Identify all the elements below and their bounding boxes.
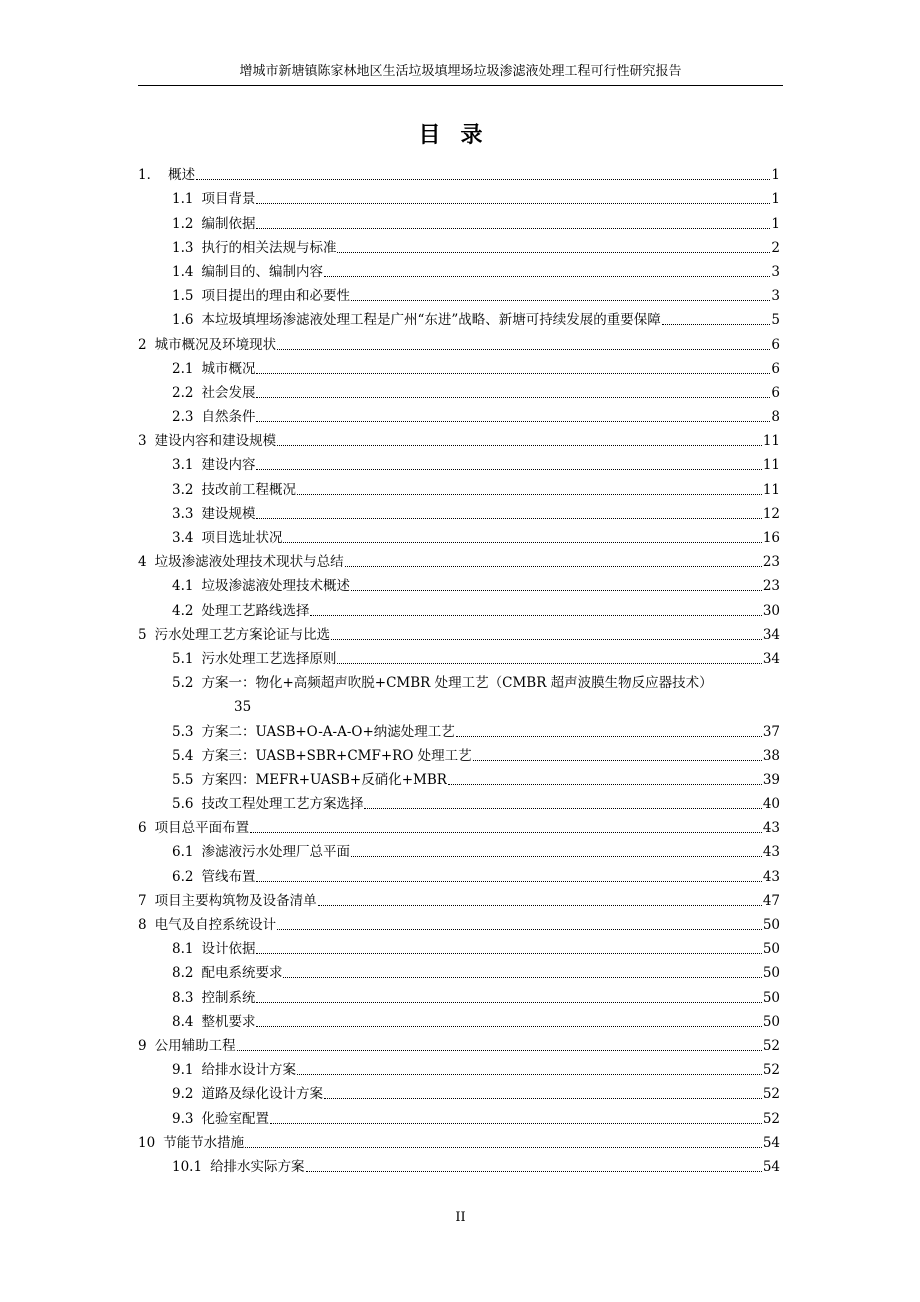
toc-entry[interactable] [138, 160, 780, 184]
toc-entry-number: 1.1 [172, 191, 194, 208]
toc-leader-dots [256, 953, 761, 954]
toc-entry[interactable] [138, 765, 780, 789]
toc-entry[interactable] [138, 523, 780, 547]
toc-entry[interactable] [138, 595, 780, 619]
toc-entry-label: 电气及自控系统设计 [154, 917, 277, 933]
toc-leader-dots [331, 639, 762, 640]
toc-entry-number: 6.2 [172, 868, 194, 885]
toc-entry-label: 污水处理工艺选择原则 [201, 650, 337, 667]
toc-entry[interactable] [138, 402, 780, 426]
toc-entry-page: 37 [762, 723, 780, 740]
toc-entry-page: 52 [762, 1037, 780, 1054]
toc-entry[interactable] [138, 281, 780, 305]
toc-entry-number: 5.1 [172, 650, 194, 667]
toc-entry[interactable] [138, 644, 780, 668]
table-of-contents [138, 160, 780, 1176]
toc-leader-dots [256, 203, 770, 204]
header-rule [138, 85, 783, 86]
toc-entry-page: 2 [771, 239, 780, 256]
toc-entry-page: 50 [762, 917, 780, 933]
toc-entry[interactable] [138, 837, 780, 861]
toc-leader-dots [250, 832, 762, 833]
toc-entry-number: 4.1 [172, 578, 194, 595]
toc-entry[interactable] [138, 789, 780, 813]
page-title: 目录 [418, 122, 503, 148]
toc-entry-page: 54 [762, 1158, 780, 1175]
toc-entry-page: 3 [771, 288, 780, 305]
toc-entry-page: 47 [762, 892, 780, 909]
toc-entry-number: 8.1 [172, 941, 194, 958]
toc-entry-page: 3 [771, 263, 780, 280]
toc-entry-number: 9.1 [172, 1062, 194, 1079]
toc-leader-dots [324, 1098, 762, 1099]
toc-entry[interactable] [138, 257, 780, 281]
toc-entry-page: 11 [762, 457, 780, 474]
toc-entry-number: 9 [138, 1037, 147, 1054]
toc-leader-dots [351, 590, 762, 591]
toc-entry-page: 30 [762, 602, 780, 619]
toc-entry-number: 2 [138, 336, 147, 353]
toc-entry[interactable] [138, 886, 780, 910]
toc-leader-dots [351, 856, 762, 857]
toc-entry-label: 方案一：物化+高频超声吹脱+CMBR 处理工艺（CMBR 超声波膜生物反应器技术） [201, 675, 713, 692]
toc-entry-number: 2.3 [172, 409, 194, 426]
toc-leader-dots [196, 179, 770, 180]
toc-entry-number: 3 [138, 433, 147, 450]
toc-entry-label: 城市概况 [201, 360, 256, 377]
toc-entry-number: 3.2 [172, 481, 194, 498]
toc-entry-continuation [138, 692, 780, 716]
toc-entry[interactable] [138, 354, 780, 378]
toc-leader-dots [256, 1026, 761, 1027]
toc-entry-label: 垃圾渗滤液处理技术现状与总结 [154, 554, 344, 571]
toc-entry[interactable] [138, 233, 780, 257]
toc-entry-page: 50 [762, 1013, 780, 1030]
toc-entry-label: 建设内容 [201, 457, 256, 474]
toc-entry[interactable] [138, 668, 780, 692]
toc-entry-page: 43 [762, 844, 780, 861]
toc-entry[interactable] [138, 1055, 780, 1079]
toc-leader-dots [256, 228, 770, 229]
toc-entry-label: 执行的相关法规与标准 [201, 239, 337, 256]
toc-leader-dots [448, 784, 762, 785]
toc-entry-number: 5.6 [172, 796, 194, 813]
toc-entry[interactable] [138, 620, 780, 644]
toc-entry-page: 38 [762, 747, 780, 764]
toc-entry-number: 5.2 [172, 675, 194, 692]
toc-entry-label: 给排水设计方案 [201, 1062, 296, 1079]
toc-leader-dots [337, 252, 770, 253]
toc-entry-page: 16 [762, 530, 780, 546]
toc-leader-dots [345, 566, 762, 567]
toc-leader-dots [283, 542, 761, 543]
toc-entry[interactable] [138, 1128, 780, 1152]
toc-entry[interactable] [138, 450, 780, 474]
toc-entry-label: 渗滤液污水处理厂总平面 [201, 844, 350, 861]
toc-entry[interactable] [138, 813, 780, 837]
toc-entry[interactable] [138, 861, 780, 885]
toc-entry-page: 50 [762, 989, 780, 1006]
toc-entry-label: 编制依据 [201, 215, 256, 232]
toc-entry-number: 8.2 [172, 965, 194, 982]
toc-entry-number: 8.3 [172, 989, 194, 1006]
toc-entry-label: 方案三：UASB+SBR+CMF+RO 处理工艺 [201, 747, 472, 764]
toc-entry-label: 本垃圾填埋场渗滤液处理工程是广州“东进”战略、新塘可持续发展的重要保障 [201, 312, 661, 329]
toc-entry-page: 23 [762, 578, 780, 595]
toc-entry-label: 管线布置 [201, 868, 256, 885]
toc-entry-page: 43 [762, 868, 780, 885]
toc-entry-page: 52 [762, 1062, 780, 1079]
toc-leader-dots [456, 736, 762, 737]
toc-leader-dots [337, 663, 761, 664]
toc-entry[interactable] [138, 547, 780, 571]
toc-entry-page: 6 [771, 384, 780, 401]
toc-leader-dots [297, 494, 762, 495]
toc-entry-number: 1.2 [172, 215, 194, 232]
toc-leader-dots [310, 615, 761, 616]
toc-leader-dots [256, 1002, 761, 1003]
toc-entry-label: 节能节水措施 [163, 1134, 245, 1151]
toc-entry-label: 概述 [168, 167, 196, 184]
toc-entry-number: 5 [138, 626, 147, 643]
toc-entry-page: 54 [762, 1134, 780, 1151]
toc-leader-dots [318, 905, 762, 906]
toc-entry-page: 34 [762, 650, 780, 667]
toc-leader-dots [297, 1074, 762, 1075]
toc-entry-label: 公用辅助工程 [154, 1037, 236, 1054]
toc-leader-dots [662, 324, 771, 325]
toc-leader-dots [283, 977, 761, 978]
toc-entry[interactable] [138, 982, 780, 1006]
toc-leader-dots [256, 397, 770, 398]
toc-entry-label: 项目总平面布置 [154, 820, 250, 837]
toc-entry-page: 6 [771, 360, 780, 377]
toc-leader-dots [277, 929, 762, 930]
toc-entry[interactable] [138, 208, 780, 232]
toc-leader-dots [306, 1171, 762, 1172]
toc-entry-label: 化验室配置 [201, 1110, 269, 1127]
toc-entry-label: 自然条件 [201, 409, 256, 426]
toc-entry-label: 项目提出的理由和必要性 [201, 288, 350, 305]
toc-entry-page: 6 [771, 336, 780, 353]
toc-entry-number: 10 [138, 1134, 156, 1151]
toc-entry-page: 35 [234, 699, 252, 716]
toc-entry-number: 10.1 [172, 1158, 203, 1175]
toc-entry-number: 5.4 [172, 747, 194, 764]
toc-entry-number: 9.3 [172, 1110, 194, 1127]
toc-entry-label: 道路及绿化设计方案 [201, 1086, 323, 1103]
toc-entry-number: 7 [138, 892, 147, 909]
toc-entry-label: 垃圾渗滤液处理技术概述 [201, 578, 350, 595]
toc-entry-label: 技改工程处理工艺方案选择 [201, 796, 364, 813]
toc-entry-number: 9.2 [172, 1086, 194, 1103]
toc-entry-page: 52 [762, 1086, 780, 1103]
toc-leader-dots [256, 373, 770, 374]
toc-entry[interactable] [138, 1007, 780, 1031]
toc-entry-page: 1 [771, 167, 780, 184]
toc-entry-page: 34 [762, 626, 780, 643]
toc-entry-label: 方案四：MEFR+UASB+反硝化+MBR [201, 771, 447, 788]
toc-entry-number: 8 [138, 917, 147, 933]
toc-leader-dots [256, 469, 761, 470]
toc-entry[interactable] [138, 1152, 780, 1176]
toc-leader-dots [277, 349, 770, 350]
toc-entry-page: 39 [762, 771, 780, 788]
toc-entry-label: 项目选址状况 [201, 530, 283, 546]
toc-entry-page: 50 [762, 965, 780, 982]
toc-entry-page: 12 [762, 505, 780, 522]
toc-entry-label: 控制系统 [201, 989, 256, 1006]
toc-entry-number: 1.6 [172, 312, 194, 329]
toc-entry[interactable] [138, 499, 780, 523]
toc-entry-page: 52 [762, 1110, 780, 1127]
toc-entry-page: 50 [762, 941, 780, 958]
toc-entry-number: 6 [138, 820, 147, 837]
toc-entry[interactable] [138, 958, 780, 982]
toc-entry-page: 40 [762, 796, 780, 813]
toc-entry[interactable] [138, 305, 780, 329]
toc-entry-number: 5.5 [172, 771, 194, 788]
toc-entry-label: 设计依据 [201, 941, 256, 958]
toc-entry-number: 2.1 [172, 360, 194, 377]
toc-entry-number: 3.1 [172, 457, 194, 474]
toc-entry-number: 2.2 [172, 384, 194, 401]
toc-entry[interactable] [138, 474, 780, 498]
toc-entry-label: 项目主要构筑物及设备清单 [154, 892, 317, 909]
toc-entry-page: 11 [762, 481, 780, 498]
toc-entry[interactable] [138, 716, 780, 740]
toc-entry-label: 建设规模 [201, 505, 256, 522]
toc-entry-page: 11 [762, 433, 780, 450]
toc-leader-dots [245, 1147, 762, 1148]
toc-entry[interactable] [138, 426, 780, 450]
toc-entry-number: 1.3 [172, 239, 194, 256]
toc-entry-page: 1 [771, 191, 780, 208]
toc-entry-page: 43 [762, 820, 780, 837]
toc-entry-page: 1 [771, 215, 780, 232]
toc-entry[interactable] [138, 378, 780, 402]
toc-entry-label: 建设内容和建设规模 [154, 433, 277, 450]
toc-entry-label: 技改前工程概况 [201, 481, 296, 498]
toc-entry-label: 整机要求 [201, 1013, 256, 1030]
toc-entry-label: 处理工艺路线选择 [201, 602, 310, 619]
toc-entry[interactable] [138, 571, 780, 595]
toc-leader-dots [324, 276, 770, 277]
toc-entry[interactable] [138, 1079, 780, 1103]
toc-entry-number: 4 [138, 554, 147, 571]
toc-entry[interactable] [138, 1103, 780, 1127]
toc-entry-label: 配电系统要求 [201, 965, 283, 982]
toc-leader-dots [270, 1123, 762, 1124]
toc-entry[interactable] [138, 910, 780, 934]
toc-leader-dots [277, 445, 762, 446]
running-header: 增城市新塘镇陈家林地区生活垃圾填埋场垃圾渗滤液处理工程可行性研究报告 [239, 64, 682, 79]
toc-entry[interactable] [138, 934, 780, 958]
toc-entry-number: 1． [138, 167, 161, 184]
toc-entry-number: 5.3 [172, 723, 194, 740]
toc-entry[interactable] [138, 1031, 780, 1055]
toc-leader-dots [237, 1050, 762, 1051]
toc-entry-number: 1.4 [172, 263, 194, 280]
toc-entry-number: 3.3 [172, 505, 194, 522]
toc-entry-label: 编制目的、编制内容 [201, 263, 323, 280]
toc-entry[interactable] [138, 329, 780, 353]
toc-entry-label: 污水处理工艺方案论证与比选 [154, 626, 331, 643]
toc-leader-dots [473, 760, 762, 761]
toc-entry-number: 6.1 [172, 844, 194, 861]
toc-entry-label: 城市概况及环境现状 [154, 336, 277, 353]
toc-entry-label: 项目背景 [201, 191, 256, 208]
toc-leader-dots [256, 518, 761, 519]
toc-entry-label: 给排水实际方案 [210, 1158, 305, 1175]
toc-entry-label: 社会发展 [201, 384, 256, 401]
toc-entry-number: 3.4 [172, 530, 194, 546]
toc-leader-dots [256, 881, 761, 882]
toc-leader-dots [256, 421, 770, 422]
toc-entry-label: 方案二：UASB+O-A-A-O+纳滤处理工艺 [201, 723, 455, 740]
toc-entry[interactable] [138, 184, 780, 208]
toc-entry-number: 8.4 [172, 1013, 194, 1030]
toc-entry-page: 23 [762, 554, 780, 571]
toc-entry-page: 5 [771, 312, 780, 329]
toc-leader-dots [364, 808, 761, 809]
toc-leader-dots [351, 300, 770, 301]
page-number: II [455, 1210, 466, 1225]
toc-entry-number: 4.2 [172, 602, 194, 619]
toc-entry[interactable] [138, 741, 780, 765]
toc-entry-page: 8 [771, 409, 780, 426]
toc-entry-number: 1.5 [172, 288, 194, 305]
